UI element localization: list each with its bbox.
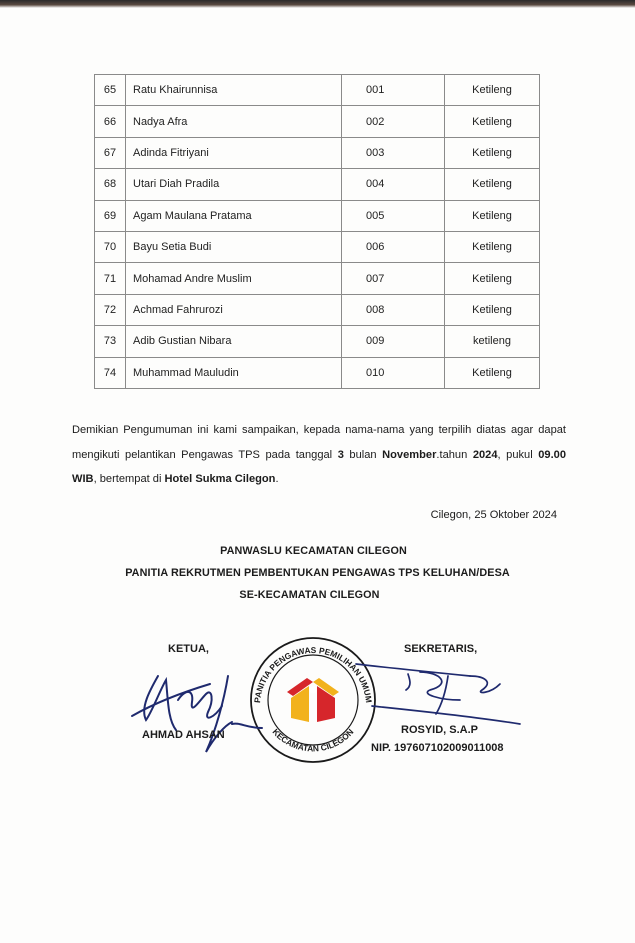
row-number: 68 bbox=[95, 169, 126, 200]
row-number: 67 bbox=[95, 137, 126, 168]
sekretaris-signature bbox=[356, 664, 520, 724]
village-name: Ketileng bbox=[445, 75, 540, 106]
participant-name: Mohamad Andre Muslim bbox=[126, 263, 342, 294]
row-number: 71 bbox=[95, 263, 126, 294]
announcement-venue: Hotel Sukma Cilegon bbox=[164, 473, 276, 485]
village-name: Ketileng bbox=[445, 106, 540, 137]
village-name: Ketileng bbox=[445, 137, 540, 168]
announcement-text-1: Demikian Pengumuman ini kami sampaikan, kepada nama-nama yang terpilih diatas agar dapat mengikuti pelantikan Pengawas TPS pada tanggal bbox=[72, 424, 566, 461]
tps-code: 008 bbox=[342, 294, 445, 325]
row-number: 74 bbox=[95, 357, 126, 388]
tps-code: 005 bbox=[342, 200, 445, 231]
tps-code: 003 bbox=[342, 137, 445, 168]
tps-code: 006 bbox=[342, 231, 445, 262]
tps-code: 010 bbox=[342, 357, 445, 388]
row-number: 66 bbox=[95, 106, 126, 137]
row-number: 69 bbox=[95, 200, 126, 231]
participant-name: Nadya Afra bbox=[126, 106, 342, 137]
participant-name: Utari Diah Pradila bbox=[126, 169, 342, 200]
tps-code: 007 bbox=[342, 263, 445, 294]
announcement-text-3: .tahun bbox=[436, 448, 473, 461]
stamp-bottom-text: KECAMATAN CILEGON bbox=[270, 726, 356, 754]
election-logo-icon bbox=[287, 678, 339, 722]
participant-name: Bayu Setia Budi bbox=[126, 231, 342, 262]
org-line-3: SE-KECAMATAN CILEGON bbox=[239, 589, 380, 601]
official-stamp bbox=[251, 638, 375, 762]
village-name: Ketileng bbox=[445, 231, 540, 262]
participant-name: Adib Gustian Nibara bbox=[126, 326, 342, 357]
ketua-name: AHMAD AHSAN bbox=[142, 729, 225, 741]
row-number: 70 bbox=[95, 231, 126, 262]
announcement-text-5: , bertempat di bbox=[93, 473, 165, 485]
place-date: Cilegon, 25 Oktober 2024 bbox=[430, 509, 557, 521]
announcement-year: 2024 bbox=[472, 448, 498, 461]
tps-code: 002 bbox=[342, 106, 445, 137]
village-name: Ketileng bbox=[445, 200, 540, 231]
ketua-label: KETUA, bbox=[168, 643, 209, 655]
tps-code: 004 bbox=[342, 169, 445, 200]
announcement-day: 3 bbox=[337, 448, 344, 461]
tps-code: 009 bbox=[342, 326, 445, 357]
announcement-text-6: . bbox=[275, 473, 279, 485]
stamp-top-text: PANITIA PENGAWAS PEMILIHAN UMUM bbox=[252, 644, 374, 704]
row-number: 73 bbox=[95, 326, 126, 357]
sekretaris-label: SEKRETARIS, bbox=[404, 643, 478, 655]
sekretaris-name: ROSYID, S.A.P bbox=[401, 724, 479, 736]
row-number: 72 bbox=[95, 294, 126, 325]
announcement-text-2: bulan bbox=[343, 448, 383, 461]
announcement-text-4: , pukul bbox=[497, 448, 539, 461]
village-name: Ketileng bbox=[445, 357, 540, 388]
announcement-time: 09.00 WIB bbox=[72, 448, 566, 485]
participant-name: Adinda Fitriyani bbox=[126, 137, 342, 168]
row-number: 65 bbox=[95, 75, 126, 106]
participant-name: Muhammad Mauludin bbox=[126, 357, 342, 388]
org-line-1: PANWASLU KECAMATAN CILEGON bbox=[220, 545, 407, 557]
org-line-2: PANITIA REKRUTMEN PEMBENTUKAN PENGAWAS TPS KELUHAN/DESA bbox=[125, 567, 510, 579]
participant-name: Achmad Fahrurozi bbox=[126, 294, 342, 325]
announcement-month: November bbox=[382, 448, 437, 461]
tps-code: 001 bbox=[342, 75, 445, 106]
village-name: Ketileng bbox=[445, 294, 540, 325]
participant-name: Agam Maulana Pratama bbox=[126, 200, 342, 231]
participant-name: Ratu Khairunnisa bbox=[126, 75, 342, 106]
village-name: Ketileng bbox=[445, 169, 540, 200]
village-name: Ketileng bbox=[445, 263, 540, 294]
sekretaris-nip: NIP. 197607102009011008 bbox=[371, 742, 504, 754]
village-name: ketileng bbox=[445, 326, 540, 357]
